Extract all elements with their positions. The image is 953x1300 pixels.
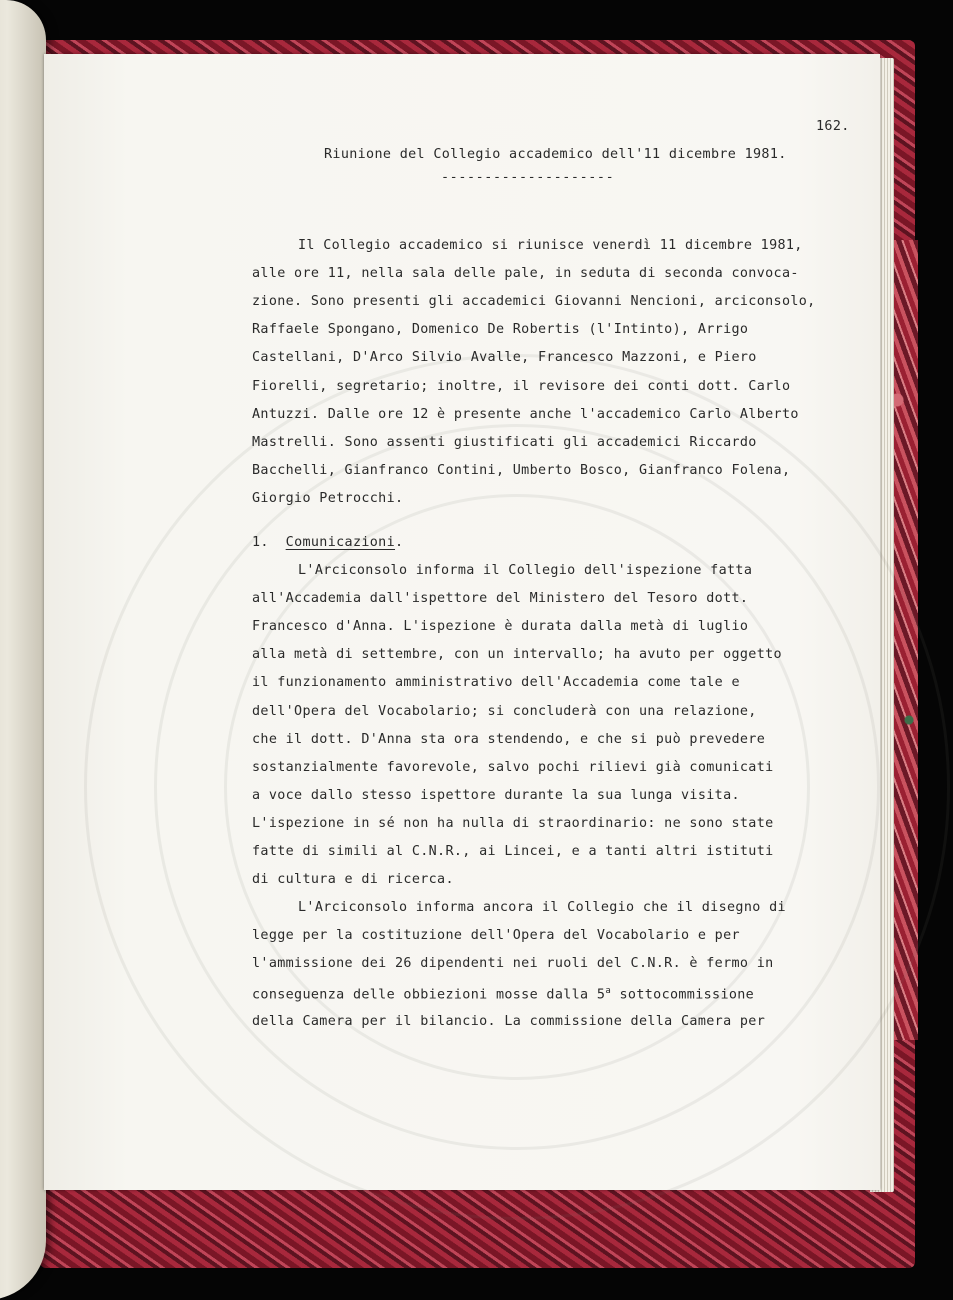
section-number: 1. — [252, 535, 269, 550]
page-number: 162. — [816, 119, 850, 134]
document-title: Riunione del Collegio accademico dell'11 dicembre 1981. — [324, 147, 787, 162]
paragraph-line: Raffaele Spongano, Domenico De Robertis (l'Intinto), Arrigo — [252, 322, 749, 338]
paragraph-line: Antuzzi. Dalle ore 12 è presente anche l'accademico Carlo Alberto — [252, 406, 799, 422]
paragraph-line: fatte di simili al C.N.R., ai Lincei, e a tanti altri istituti — [252, 844, 774, 859]
paragraph-line: Fiorelli, segretario; inoltre, il revisore dei conti dott. Carlo — [252, 378, 791, 394]
paragraph-line: Il Collegio accademico si riunisce venerdì 11 dicembre 1981, — [298, 238, 803, 253]
paragraph-line: Francesco d'Anna. L'ispezione è durata dalla metà di luglio — [252, 619, 749, 635]
paragraph-line: L'Arciconsolo informa il Collegio dell'ispezione fatta — [298, 563, 753, 578]
paragraph-line: della Camera per il bilancio. La commissione della Camera per — [252, 1014, 766, 1029]
section-title: Comunicazioni — [285, 535, 396, 550]
paragraph-line: di cultura e di ricerca. — [252, 872, 454, 888]
paragraph-line: che il dott. D'Anna sta ora stendendo, e che si può prevedere — [252, 731, 766, 747]
paragraph-line: l'ammissione dei 26 dipendenti nei ruoli del C.N.R. è fermo in — [252, 956, 774, 972]
paragraph-line: L'Arciconsolo informa ancora il Collegio che il disegno di — [298, 900, 786, 915]
line-text: sottocommissione — [611, 987, 755, 1003]
paragraph-line: alla metà di settembre, con un intervallo; ha avuto per oggetto — [252, 647, 782, 663]
paragraph-line: a voce dallo stesso ispettore durante la sua lunga visita. — [252, 787, 740, 803]
left-facing-page — [0, 0, 46, 1300]
section-heading — [252, 535, 403, 550]
paragraph-line: dell'Opera del Vocabolario; si concluderà con una relazione, — [252, 703, 757, 719]
section-title-period: . — [395, 535, 404, 550]
paragraph-line: alle ore 11, nella sala delle pale, in seduta di seconda convoca- — [252, 266, 799, 282]
title-underline: -------------------- — [441, 170, 615, 185]
paragraph-line: il funzionamento amministrativo dell'Accademia come tale e — [252, 675, 740, 691]
superscript: a — [605, 986, 612, 996]
paragraph-line: L'ispezione in sé non ha nulla di straordinario: ne sono state — [252, 815, 774, 831]
paragraph-line: Castellani, D'Arco Silvio Avalle, Francesco Mazzoni, e Piero — [252, 350, 757, 366]
paragraph-line: Giorgio Petrocchi. — [252, 490, 404, 506]
line-text: conseguenza delle obbiezioni mosse dalla 5 — [252, 987, 606, 1003]
paragraph-line: zione. Sono presenti gli accademici Giovanni Nencioni, arciconsolo, — [252, 294, 816, 310]
paragraph-line — [252, 986, 754, 1002]
paragraph-line: Bacchelli, Gianfranco Contini, Umberto Bosco, Gianfranco Folena, — [252, 462, 791, 478]
paragraph-line: legge per la costituzione dell'Opera del Vocabolario e per — [252, 928, 740, 944]
paragraph-line: sostanzialmente favorevole, salvo pochi rilievi già comunicati — [252, 759, 774, 775]
paragraph-line: Mastrelli. Sono assenti giustificati gli accademici Riccardo — [252, 434, 757, 450]
paragraph-line: all'Accademia dall'ispettore del Ministero del Tesoro dott. — [252, 591, 749, 607]
